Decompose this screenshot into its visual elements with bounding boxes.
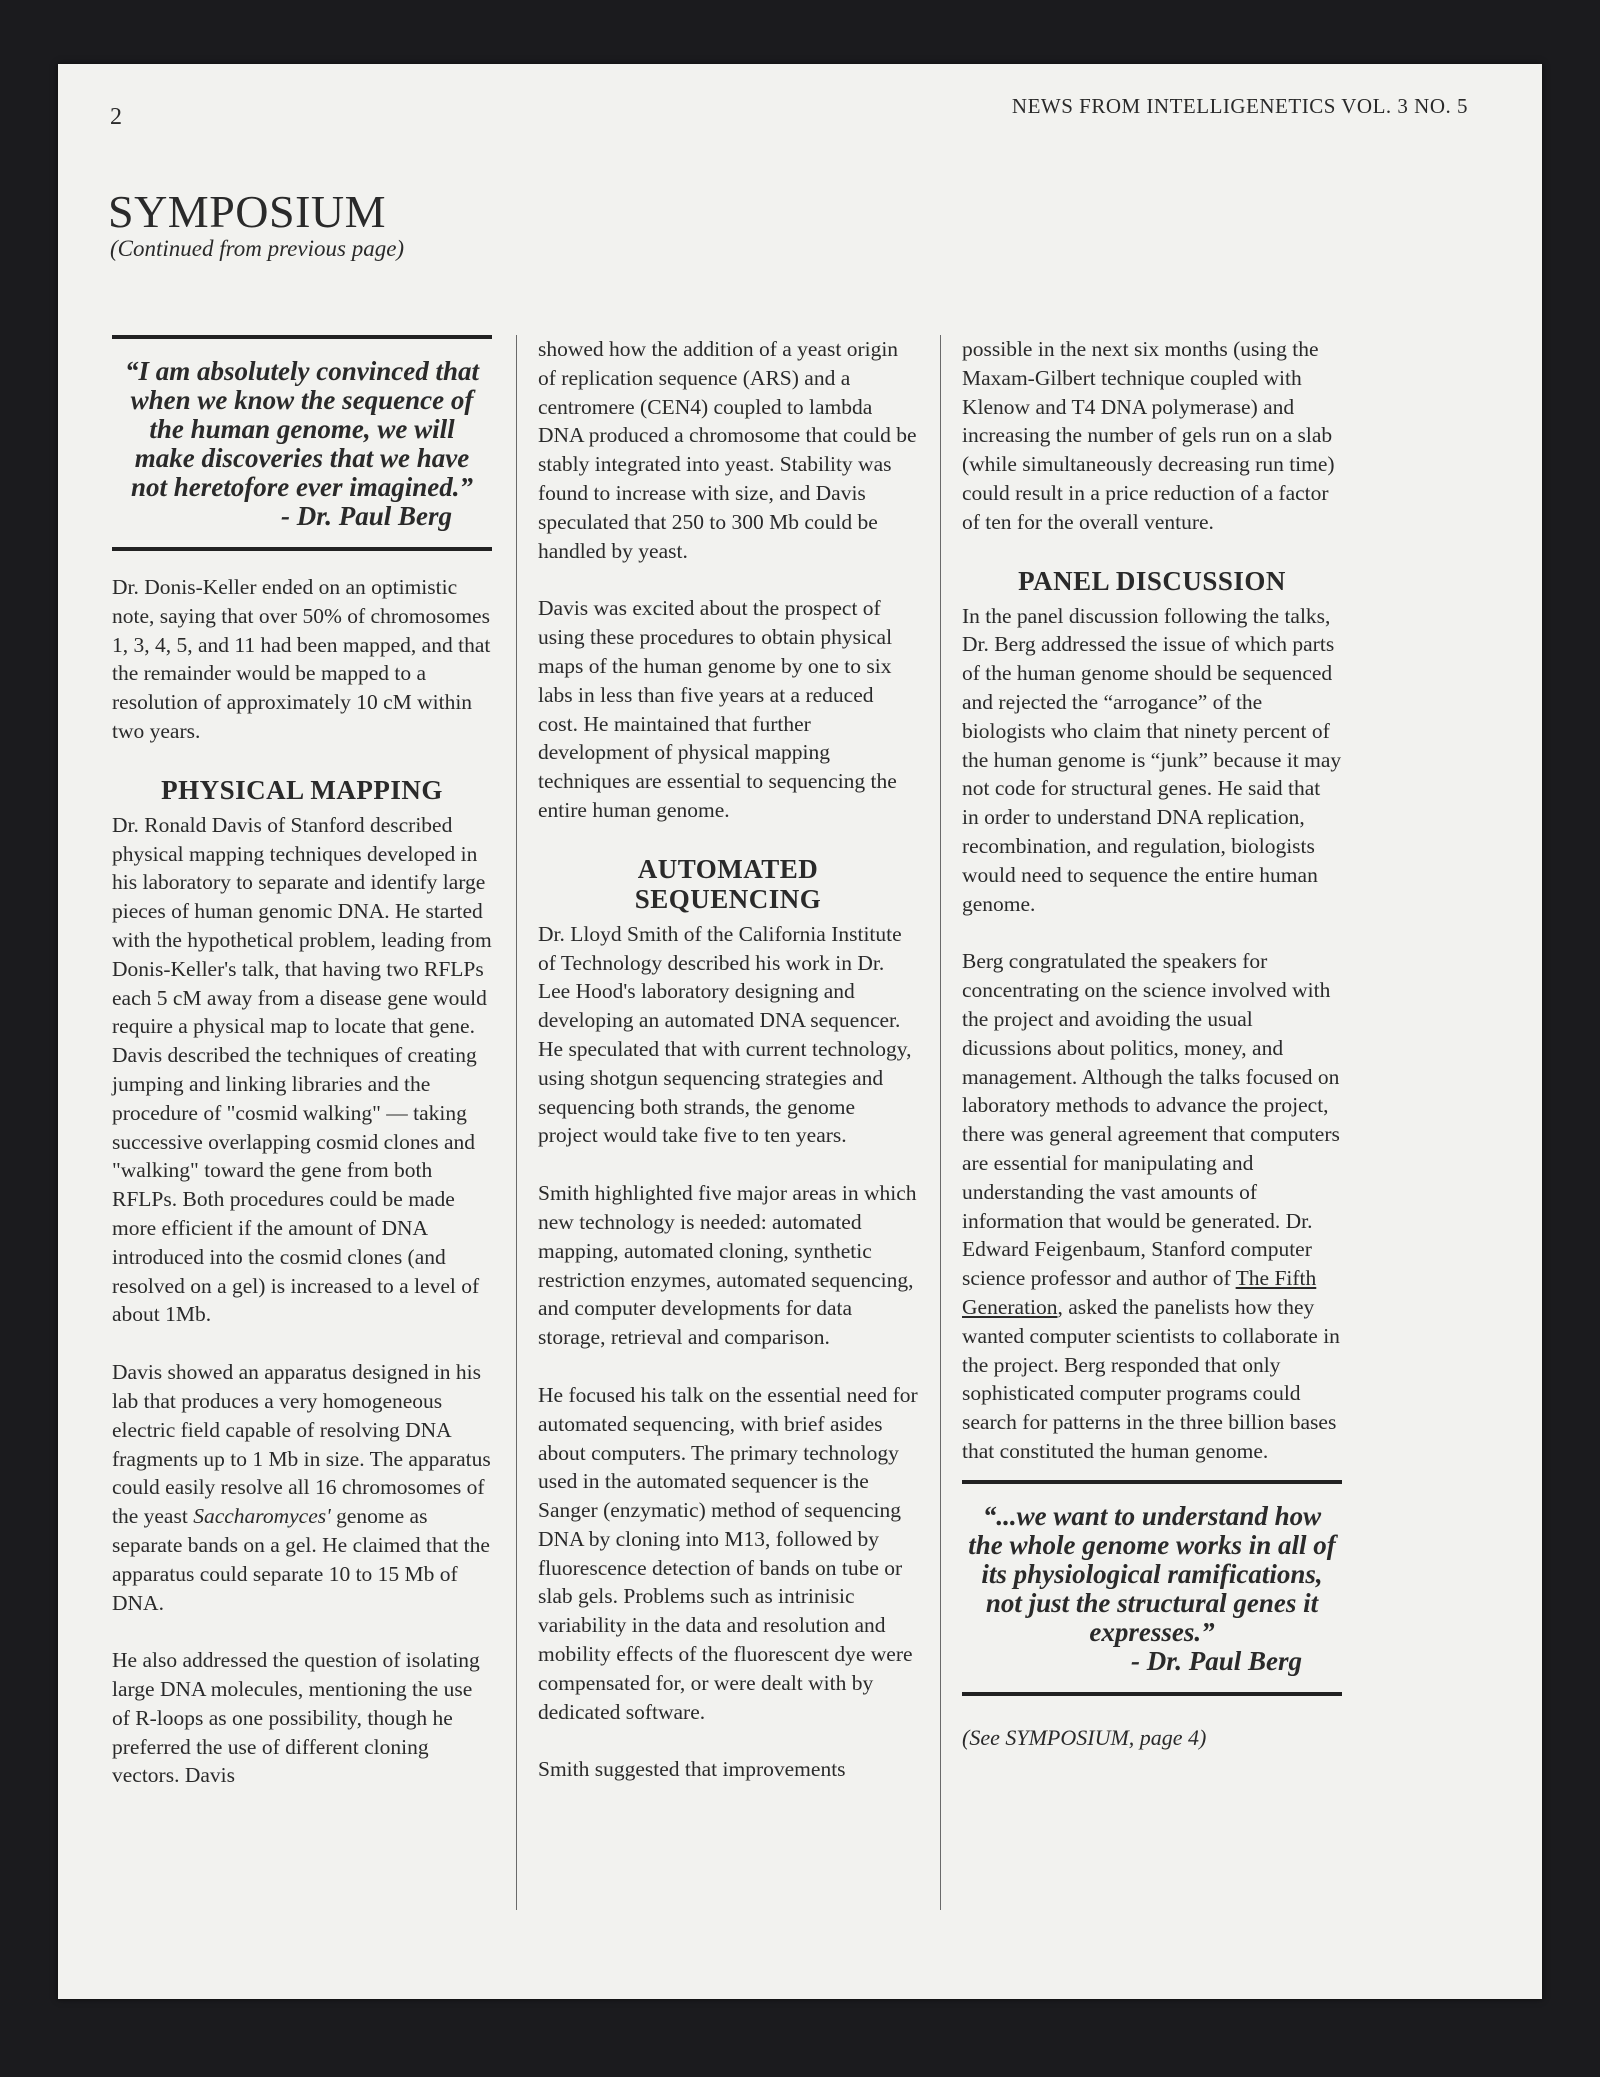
pull-quote-attribution: - Dr. Paul Berg — [280, 501, 452, 531]
continued-note: (Continued from previous page) — [110, 236, 405, 261]
running-header: NEWS FROM INTELLIGENETICS VOL. 3 NO. 5 — [1011, 94, 1468, 118]
text-run: Davis showed an apparatus designed in his lab that produces a very homogeneous electric field capable of resolving DNA fragments up to 1 Mb in size. The apparatus could easily resolve all 16 chromosomes of the yeast — [112, 1360, 491, 1529]
paragraph: Dr. Lloyd Smith of the California Institute of Technology described his work in Dr. Lee Hood's laboratory designing and developing an automated DNA sequencer. He speculated that with current technology, using shotgun sequencing strategies and sequencing both strands, the genome project would take five to ten years. — [538, 921, 912, 1148]
subheading-physical-mapping: PHYSICAL MAPPING — [161, 774, 443, 805]
pull-quote-text: “...we want to understand how the whole genome works in all of its physiological ramifications, not just the structural genes it expresses.” — [968, 1500, 1336, 1647]
species-name: Saccharomyces' — [193, 1504, 331, 1529]
text-run: genome as separate bands on a gel. He claimed that the apparatus could separate 10 to 15 Mb of DNA. — [112, 1504, 490, 1615]
column-1 — [112, 335, 492, 1819]
pull-quote-attribution: - Dr. Paul Berg — [1130, 1645, 1302, 1676]
pull-quote — [962, 1480, 1342, 1696]
subheading-panel-discussion: PANEL DISCUSSION — [1018, 565, 1286, 596]
paragraph: He also addressed the question of isolating large DNA molecules, mentioning the use of R-loops as one possibility, though he preferred the use of different cloning vectors. Davis — [112, 1648, 480, 1788]
paragraph — [112, 1358, 492, 1617]
paragraph: In the panel discussion following the talks, Dr. Berg addressed the issue of which parts of the human genome should be sequenced and rejected the “arrogance” of the biologists who claim that ninety percent of the human genome is “junk” because it may not code for structural genes. He said that in order to understand DNA replication, recombination, and regulation, biologists would need to sequence the entire human genome. — [962, 603, 1342, 916]
paragraph: Dr. Donis-Keller ended on an optimistic note, saying that over 50% of chromosomes 1, 3, 4, 5, and 11 had been mapped, and that the remainder would be mapped to a resolution of approximately 10 cM within two years. — [112, 575, 491, 743]
heading-line: AUTOMATED — [637, 853, 819, 884]
heading-line: SEQUENCING — [634, 883, 822, 914]
page-number: 2 — [110, 104, 122, 130]
column-3 — [962, 335, 1342, 1752]
paragraph: possible in the next six months (using the Maxam-Gilbert technique coupled with Klenow and T4 DNA polymerase) and increasing the number of gels run on a slab (while simultaneously decreasing run time) could result in a price reduction of a factor of ten for the overall venture. — [962, 337, 1335, 534]
paragraph: He focused his talk on the essential need for automated sequencing, with brief asides about computers. The primary technology used in the automated sequencer is the Sanger (enzymatic) method of sequencing DNA by cloning into M13, followed by fluorescence detection of bands on tube or slab gels. Problems such as intrinisic variability in the data and resolution and mobility effects of the fluorescent dye were compensated for, or were dealt with by dedicated software. — [538, 1382, 918, 1724]
paragraph: Smith suggested that improvements — [538, 1757, 846, 1782]
continued-reference: (See SYMPOSIUM, page 4) — [962, 1724, 1207, 1750]
text-run: Berg congratulated the speakers for concentrating on the science involved with the project and avoiding the usual dicussions about politics, money, and management. Although the talks focused on laboratory methods to advance the project, there was general agreement that computers are essential for manipulating and understanding the vast amounts of information that would be generated. Dr. Edward Feigenbaum, Stanford computer science professor and author of — [962, 949, 1340, 1291]
paragraph — [962, 947, 1342, 1465]
paragraph: Davis was excited about the prospect of using these procedures to obtain physical maps of the human genome by one to six labs in less than five years at a reduced cost. He maintained that further development of physical mapping techniques are essential to sequencing the entire human genome. — [538, 596, 897, 822]
book-title: The Fifth Generation — [962, 1266, 1317, 1319]
text-run: , asked the panelists how they wanted computer scientists to collaborate in the project. Berg responded that only sophisticated computer programs could search for patterns in the three billion bases that constituted the human genome. — [962, 1294, 1340, 1463]
pull-quote — [112, 335, 492, 551]
paragraph: Dr. Ronald Davis of Stanford described physical mapping techniques developed in his laboratory to separate and identify large pieces of human genomic DNA. He started with the hypothetical problem, leading from Donis-Keller's talk, that having two RFLPs each 5 cM away from a disease gene would require a physical map to locate that gene. Davis described the techniques of creating jumping and linking libraries and the procedure of "cosmid walking" — taking successive overlapping cosmid clones and "walking" toward the gene from both RFLPs. Both procedures could be made more efficient if the amount of DNA introduced into the cosmid clones (and resolved on a gel) is increased to a level of about 1Mb. — [112, 812, 492, 1327]
paragraph: showed how the addition of a yeast origin of replication sequence (ARS) and a centromere (CEN4) coupled to lambda DNA produced a chromosome that could be stably integrated into yeast. Stability was found to increase with size, and Davis speculated that 250 to 300 Mb could be handled by yeast. — [538, 337, 917, 563]
subheading-automated-sequencing — [538, 854, 918, 914]
column-divider — [940, 335, 941, 1910]
pull-quote-text: “I am absolutely convinced that when we know the sequence of the human genome, we will make discoveries that we have not heretofore ever imagined.” — [125, 356, 479, 502]
column-2 — [538, 335, 918, 1813]
section-title: SYMPOSIUM — [108, 186, 387, 237]
paragraph: Smith highlighted five major areas in which new technology is needed: automated mapping, automated cloning, synthetic restriction enzymes, automated sequencing, and computer developments for data storage, retrieval and comparison. — [538, 1181, 917, 1350]
column-divider — [516, 335, 517, 1910]
